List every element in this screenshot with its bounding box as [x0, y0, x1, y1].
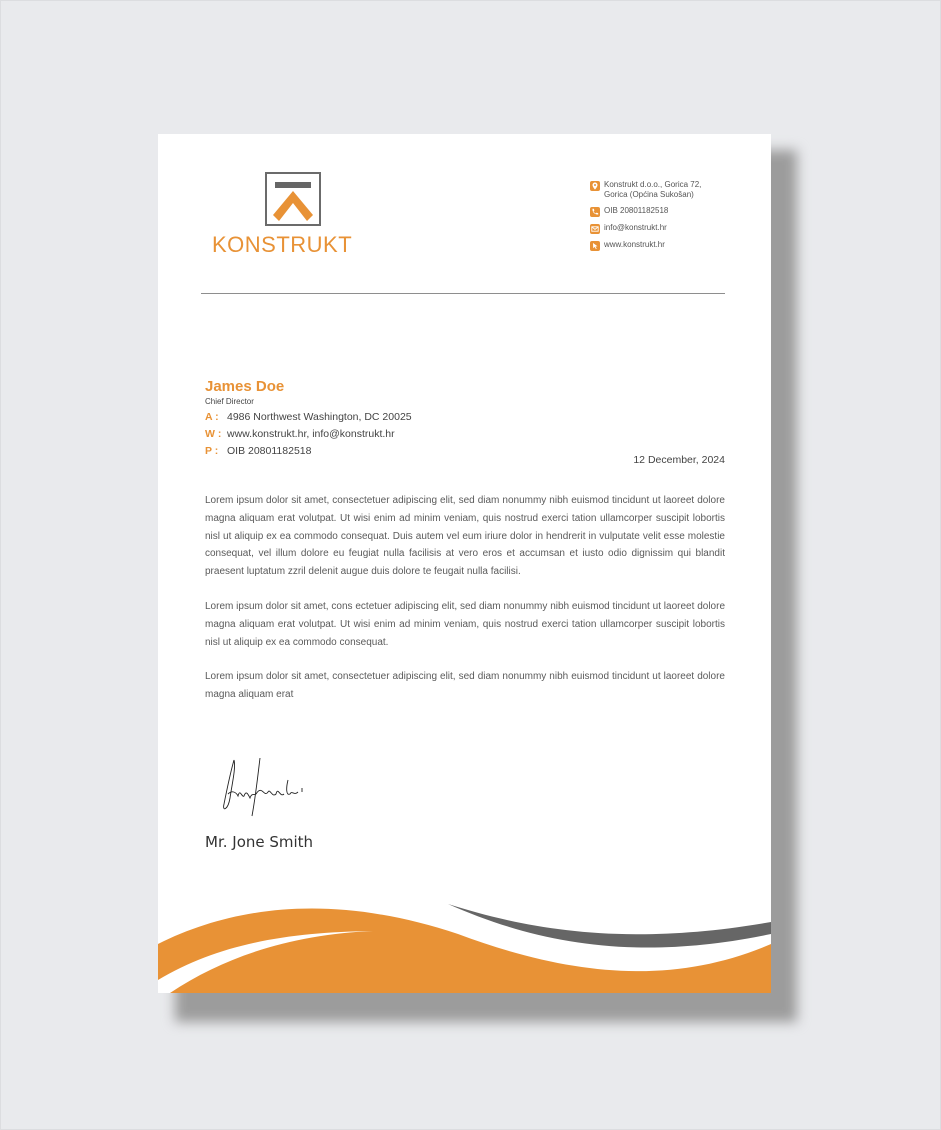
phone-label: P :	[205, 445, 219, 457]
oib-text: OIB 20801182518	[604, 206, 669, 215]
logo-bar	[275, 182, 311, 188]
recipient-block	[205, 378, 412, 457]
address-line-2: Gorica (Općina Sukošan)	[604, 190, 694, 199]
phone-value: OIB 20801182518	[227, 445, 312, 457]
contact-email	[590, 223, 760, 234]
body-paragraph-2: Lorem ipsum dolor sit amet, cons ectetuer adipiscing elit, sed diam nonummy nibh euismod tincidunt ut laoreet dolore magna aliquam erat volutpat. Ut wisi enim ad minim veniam, quis nostrud exerci tation ullamcorper suscipit lobortis nisl ut aliquip ex ea commodo consequat.	[205, 600, 725, 648]
contact-oib	[590, 206, 760, 217]
letterhead-page	[158, 134, 771, 993]
footer-wave-decoration	[158, 904, 771, 993]
email-link[interactable]: info@konstrukt.hr	[604, 223, 667, 232]
recipient-web	[205, 428, 412, 440]
company-contact-block	[590, 180, 760, 257]
recipient-address	[205, 411, 412, 423]
recipient-title: Chief Director	[205, 397, 254, 406]
letter-body	[205, 492, 725, 721]
letter-date: 12 December, 2024	[633, 454, 725, 466]
phone-icon	[590, 207, 600, 217]
signer-name: Mr. Jone Smith	[205, 833, 314, 851]
address-value: 4986 Northwest Washington, DC 20025	[227, 411, 412, 423]
header-divider	[201, 293, 725, 294]
cursor-icon	[590, 241, 600, 251]
body-paragraph-1: Lorem ipsum dolor sit amet, consectetuer adipiscing elit, sed diam nonummy nibh euismod tincidunt ut laoreet dolore magna aliquam erat volutpat. Ut wisi enim ad minim veniam, quis nostrud exerci tation ullamcorper suscipit lobortis nisl ut aliquip ex ea commodo consequat. Duis autem vel eum iriure dolor in hendrerit in vulputate velit esse molestie consequat, vel illum dolore eu feugiat nulla facilisis at vero eros et accumsan et iusto odio dignissim qui blandit praesent luptatum zzril delenit augue duis dolore te feugait nulla facilisi.	[205, 495, 725, 578]
logo-wordmark: KONSTRUKT	[212, 232, 353, 257]
web-value: www.konstrukt.hr, info@konstrukt.hr	[227, 428, 395, 440]
logo-mark	[265, 172, 321, 226]
body-paragraph-3: Lorem ipsum dolor sit amet, consectetuer adipiscing elit, sed diam nonummy nibh euismod tincidunt ut laoreet dolore magna aliquam erat	[205, 671, 725, 701]
contact-website	[590, 240, 760, 251]
web-label: W :	[205, 428, 222, 440]
website-link[interactable]: www.konstrukt.hr	[604, 240, 665, 249]
email-icon	[590, 224, 600, 234]
contact-address	[590, 180, 760, 200]
address-label: A :	[205, 411, 219, 423]
recipient-name: James Doe	[205, 378, 285, 395]
address-line-1: Konstrukt d.o.o., Gorica 72,	[604, 180, 702, 189]
recipient-phone	[205, 445, 412, 457]
logo-chevron-icon	[273, 191, 313, 223]
location-pin-icon	[590, 181, 600, 191]
signature-image	[216, 754, 336, 824]
company-logo	[212, 172, 378, 262]
